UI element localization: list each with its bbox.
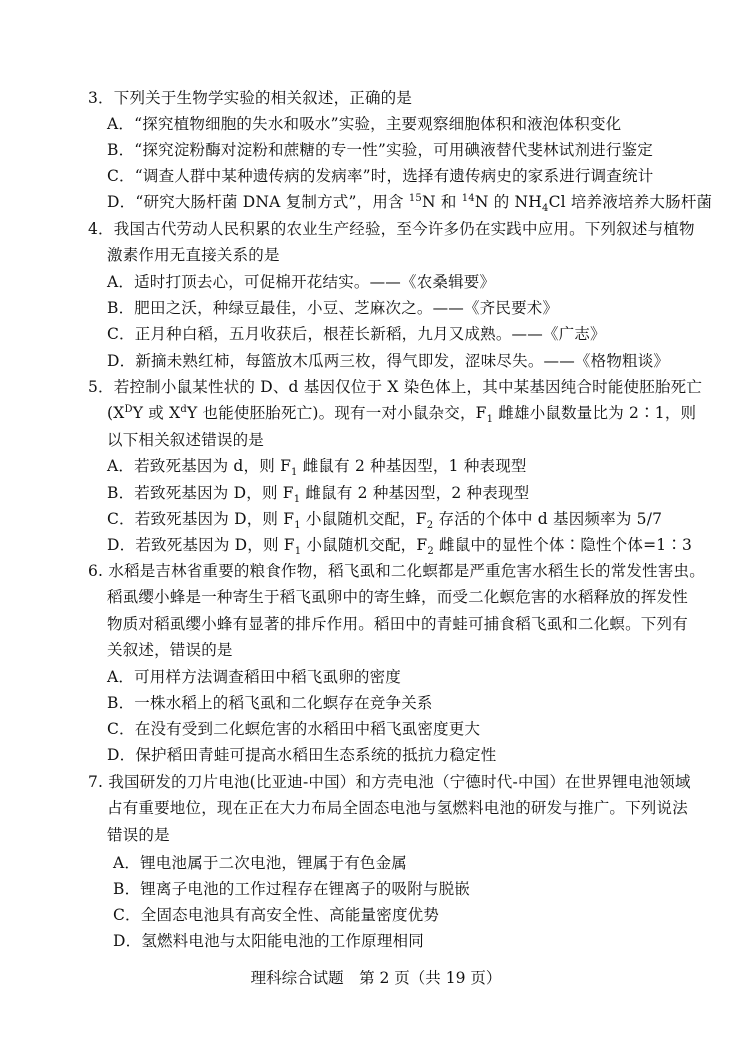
q6-stem-line1: 6. 水稻是吉林省重要的粮食作物，稻飞虱和二化螟都是严重危害水稻生长的常发性害虫。 xyxy=(88,562,705,580)
q5-option-a: A．若致死基因为 d，则 $F_1$ 雌鼠有 2 种基因型，1 种表现型 xyxy=(107,457,527,479)
q5-stem-line3: 以下相关叙述错误的是 xyxy=(107,431,265,449)
q6-option-d: D．保护稻田青蛙可提高水稻田生态系统的抵抗力稳定性 xyxy=(107,746,497,764)
q4-option-d: D．新摘未熟红柿，每篮放木瓜两三枚，得气即发，涩味尽失。——《格物粗谈》 xyxy=(107,352,670,370)
q4-option-b: B．肥田之沃，种绿豆最佳，小豆、芝麻次之。——《齐民要术》 xyxy=(107,299,559,317)
q5-stem-line2: ($X^DY$ 或 $X^dY$ 也能使胚胎死亡)。现有一对小鼠杂交，$F_1$ 雌雄小鼠数量比为 2∶1，则 xyxy=(107,403,697,426)
q6-option-b: B．一株水稻上的稻飞虱和二化螟存在竞争关系 xyxy=(107,694,433,712)
q4-option-c: C．正月种白稻，五月收获后，根茬长新稻，九月又成熟。——《广志》 xyxy=(107,325,606,343)
q5-option-d: D．若致死基因为 D，则 $F_1$ 小鼠随机交配，$F_2$ 雌鼠中的显性个体∶隐性个体=1∶3 xyxy=(107,536,693,558)
q7-stem-line2: 占有重要地位，现在正在大力布局全固态电池与氢燃料电池的研发与推广。下列说法 xyxy=(107,799,688,817)
q7-stem-line3: 错误的是 xyxy=(107,826,170,844)
q3-option-b: B．“探究淀粉酶对淀粉和蔗糖的专一性”实验，可用碘液替代斐林试剂进行鉴定 xyxy=(107,141,653,159)
q3-option-c: C．“调查人群中某种遗传病的发病率”时，选择有遗传病史的家系进行调查统计 xyxy=(107,167,654,185)
q7-option-a: A．锂电池属于二次电池，锂属于有色金属 xyxy=(113,854,407,872)
q4-stem-line2: 激素作用无直接关系的是 xyxy=(107,246,280,264)
q4-option-a: A．适时打顶去心，可促棉开花结实。——《农桑辑要》 xyxy=(107,273,496,291)
q5-stem-line1: 5．若控制小鼠某性状的 D、d 基因仅位于 X 染色体上，其中某基因纯合时能使胚胎死亡 xyxy=(88,378,703,396)
q3-option-d: D．“研究大肠杆菌 DNA 复制方式”，用含 $^{15}$N 和 $^{14}$N 的 $NH_4Cl$ 培养液培养大肠杆菌 xyxy=(107,192,713,215)
q7-option-c: C．全固态电池具有高安全性、高能量密度优势 xyxy=(113,906,440,924)
q7-stem-line1: 7. 我国研发的刀片电池(比亚迪-中国）和方壳电池（宁德时代-中国）在世界锂电池领域 xyxy=(88,773,691,791)
page-footer: 理科综合试题 第 2 页（共 19 页） xyxy=(250,969,502,987)
q6-option-a: A．可用样方法调查稻田中稻飞虱卵的密度 xyxy=(107,668,401,686)
q6-stem-line2: 稻虱缨小蜂是一种寄生于稻飞虱卵中的寄生蜂，而受二化螟危害的水稻释放的挥发性 xyxy=(107,588,688,606)
q7-option-d: D．氢燃料电池与太阳能电池的工作原理相同 xyxy=(113,932,424,950)
q6-stem-line3: 物质对稻虱缨小蜂有显著的排斥作用。稻田中的青蛙可捕食稻飞虱和二化螟。下列有 xyxy=(107,615,688,633)
q6-stem-line4: 关叙述，错误的是 xyxy=(107,641,233,659)
q4-stem-line1: 4．我国古代劳动人民积累的农业生产经验，至今许多仍在实践中应用。下列叙述与植物 xyxy=(88,220,695,238)
q5-option-b: B．若致死基因为 D，则 $F_1$ 雌鼠有 2 种基因型，2 种表现型 xyxy=(107,484,530,506)
q3-option-a: A．“探究植物细胞的失水和吸水”实验，主要观察细胞体积和液泡体积变化 xyxy=(107,115,622,133)
q5-option-c: C．若致死基因为 D，则 $F_1$ 小鼠随机交配，$F_2$ 存活的个体中 d 基因频率为 5/7 xyxy=(107,510,663,532)
q3-stem: 3．下列关于生物学实验的相关叙述，正确的是 xyxy=(88,89,413,107)
q7-option-b: B．锂离子电池的工作过程存在锂离子的吸附与脱嵌 xyxy=(113,880,470,898)
q6-option-c: C．在没有受到二化螟危害的水稻田中稻飞虱密度更大 xyxy=(107,720,481,738)
